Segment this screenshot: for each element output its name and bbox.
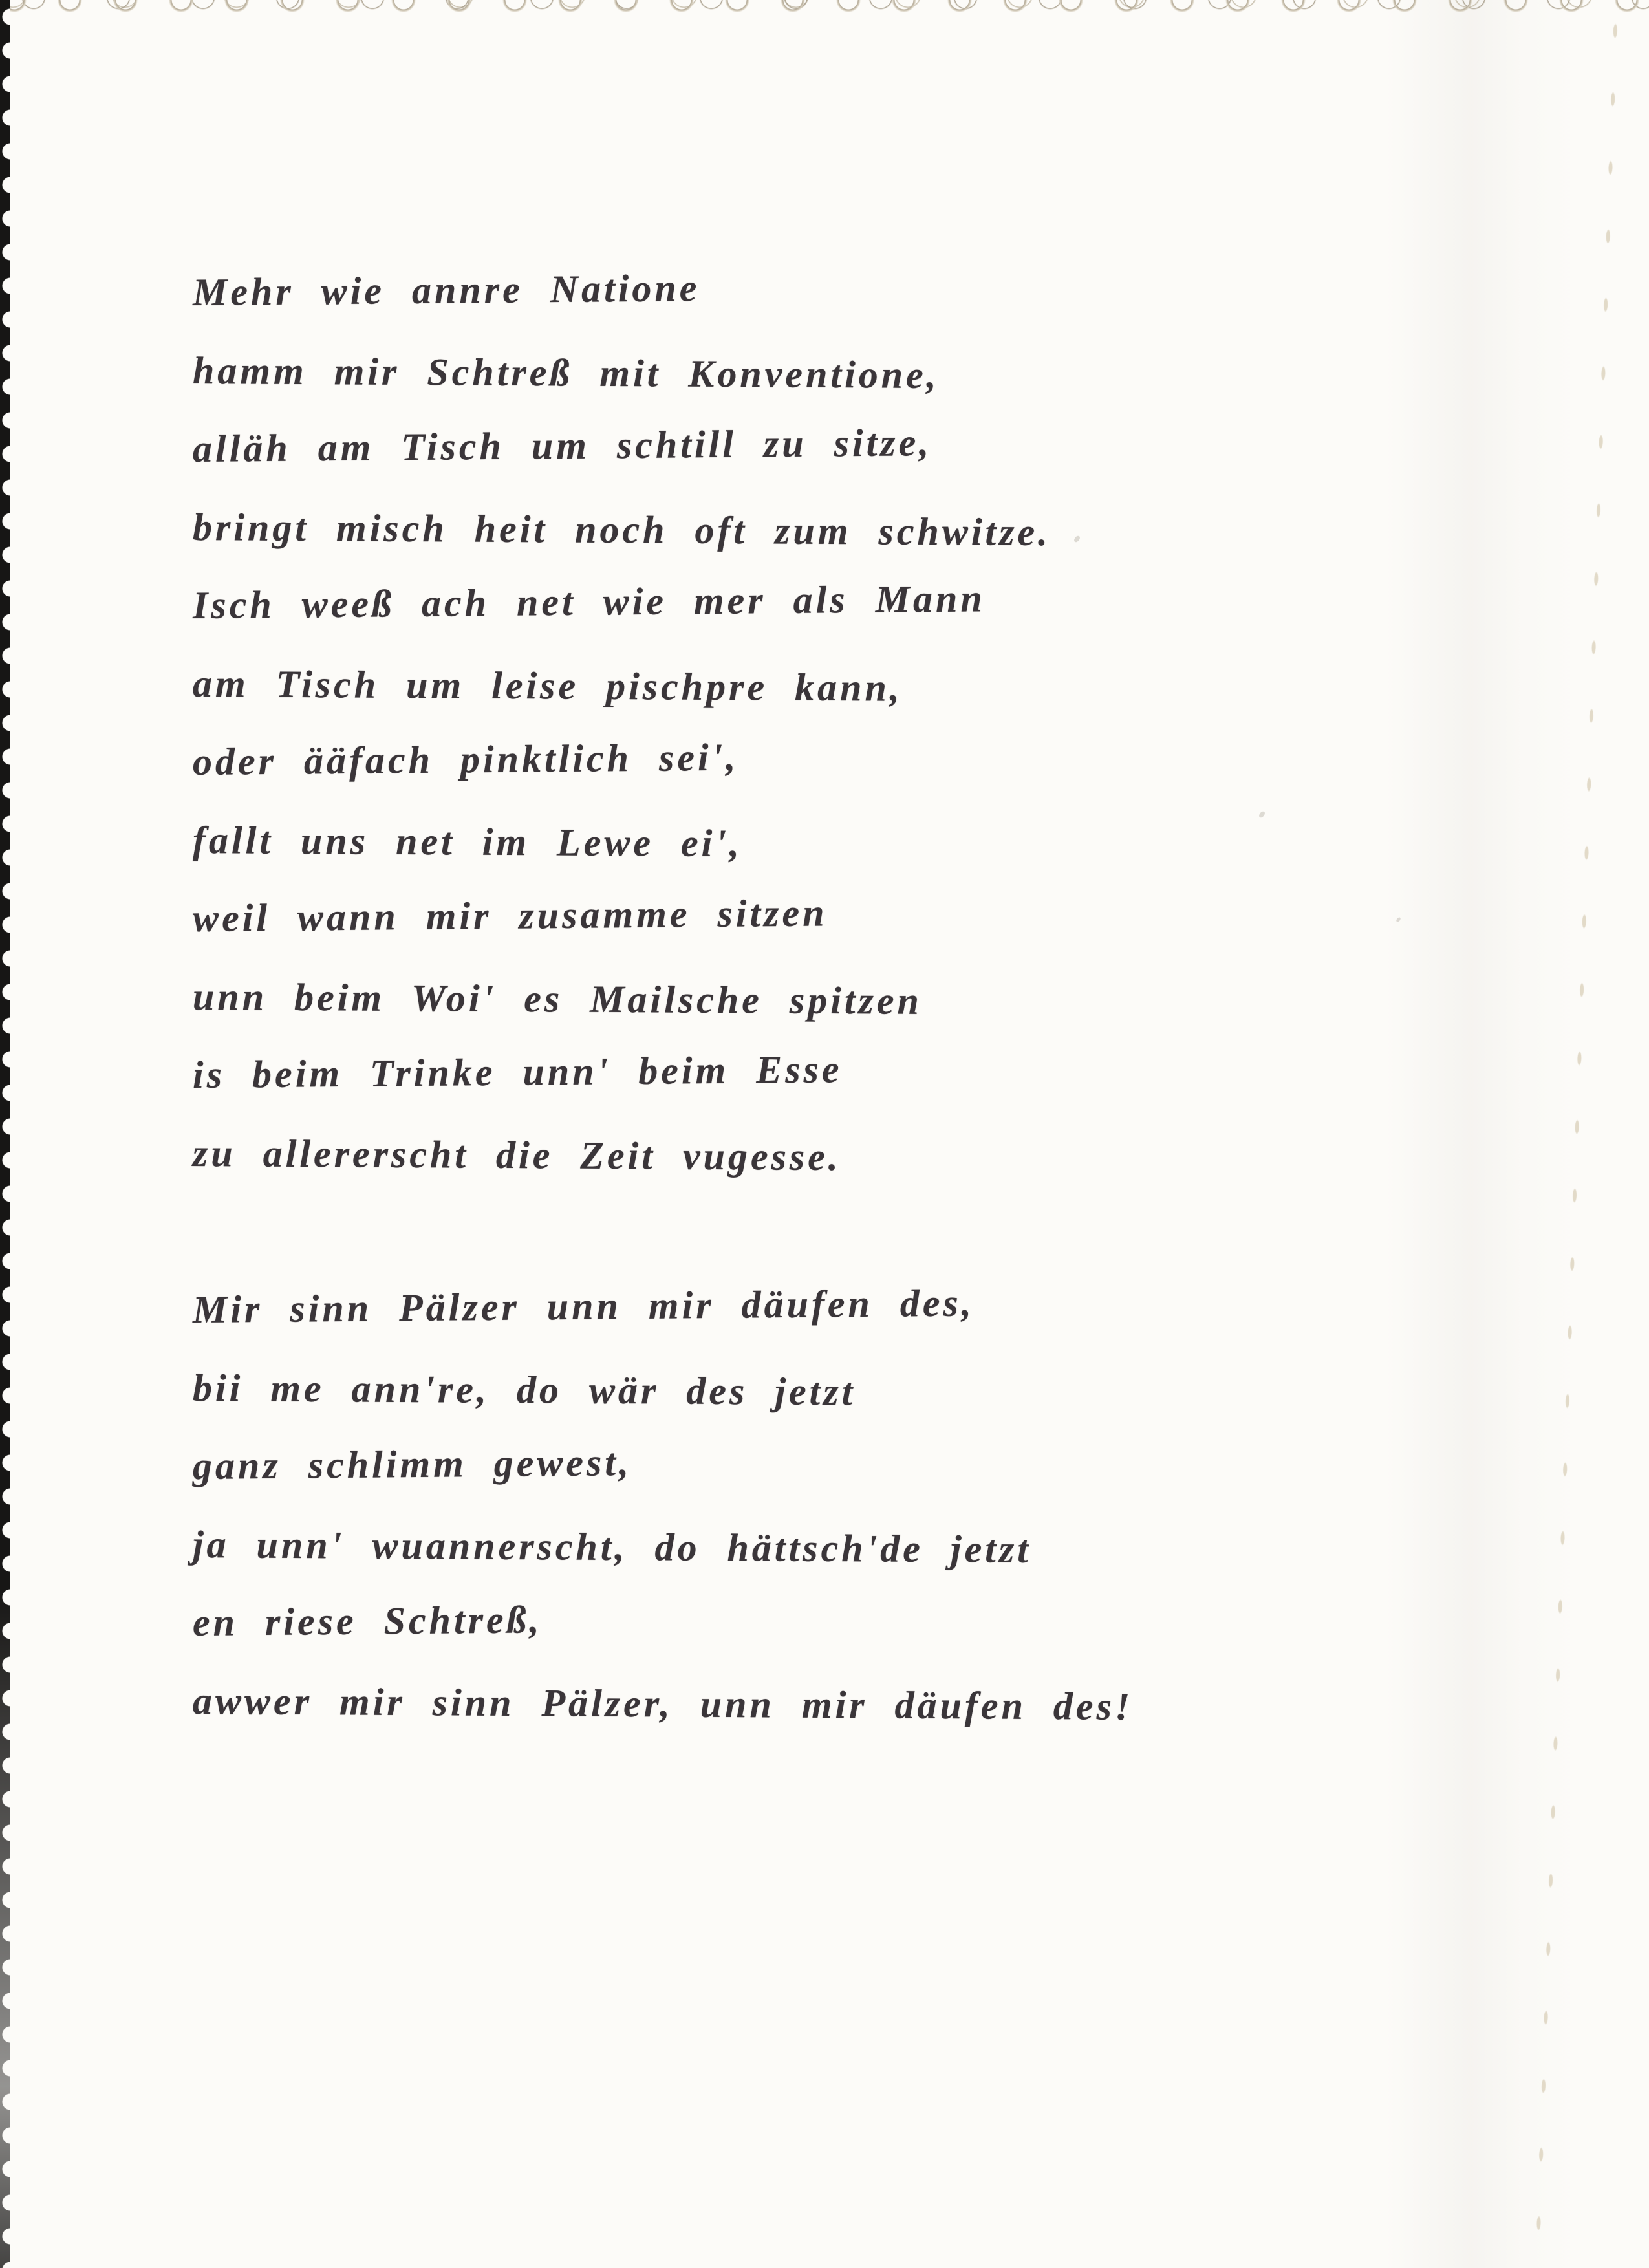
poem-line: bringt misch heit noch oft zum schwitze. xyxy=(192,506,1051,554)
poem-line: Isch weeß ach net wie mer als Mann xyxy=(192,577,986,627)
poem-line: fallt uns net im Lewe ei', xyxy=(192,819,743,865)
poem-line: oder ääfach pinktlich sei', xyxy=(192,735,739,783)
poem-line: ja unn' wuannerscht, do hättsch'de jetzt xyxy=(192,1523,1032,1571)
poem-line: awwer mir sinn Pälzer, unn mir däufen des! xyxy=(192,1679,1134,1728)
paper-speck xyxy=(1258,810,1266,819)
poem-line: bii me ann're, do wär des jetzt xyxy=(192,1366,856,1414)
poem-line: is beim Trinke unn' beim Esse xyxy=(192,1048,843,1096)
poem-line: Mehr wie annre Natione xyxy=(192,266,700,314)
poem-line: unn beim Woi' es Mailsche spitzen xyxy=(192,975,923,1022)
poem-line: alläh am Tisch um schtill zu sitze, xyxy=(192,421,932,470)
handwritten-poem xyxy=(193,254,1133,1740)
poem-line: zu allererscht die Zeit vugesse. xyxy=(192,1132,842,1179)
poem-line: am Tisch um leise pischpre kann, xyxy=(192,662,903,709)
poem-stanza-1 xyxy=(193,254,1133,1193)
deckle-edge-top xyxy=(0,0,1649,18)
poem-line: hamm mir Schtreß mit Konventione, xyxy=(192,349,940,397)
poem-line: Mir sinn Pälzer unn mir däufen des, xyxy=(192,1281,975,1331)
poem-line: weil wann mir zusamme sitzen xyxy=(192,891,828,940)
deckle-edge-left xyxy=(0,0,10,2268)
poem-stanza-2 xyxy=(193,1271,1133,1740)
poem-line: ganz schlimm gewest, xyxy=(192,1441,632,1487)
poem-line: en riese Schtreß, xyxy=(192,1598,543,1644)
